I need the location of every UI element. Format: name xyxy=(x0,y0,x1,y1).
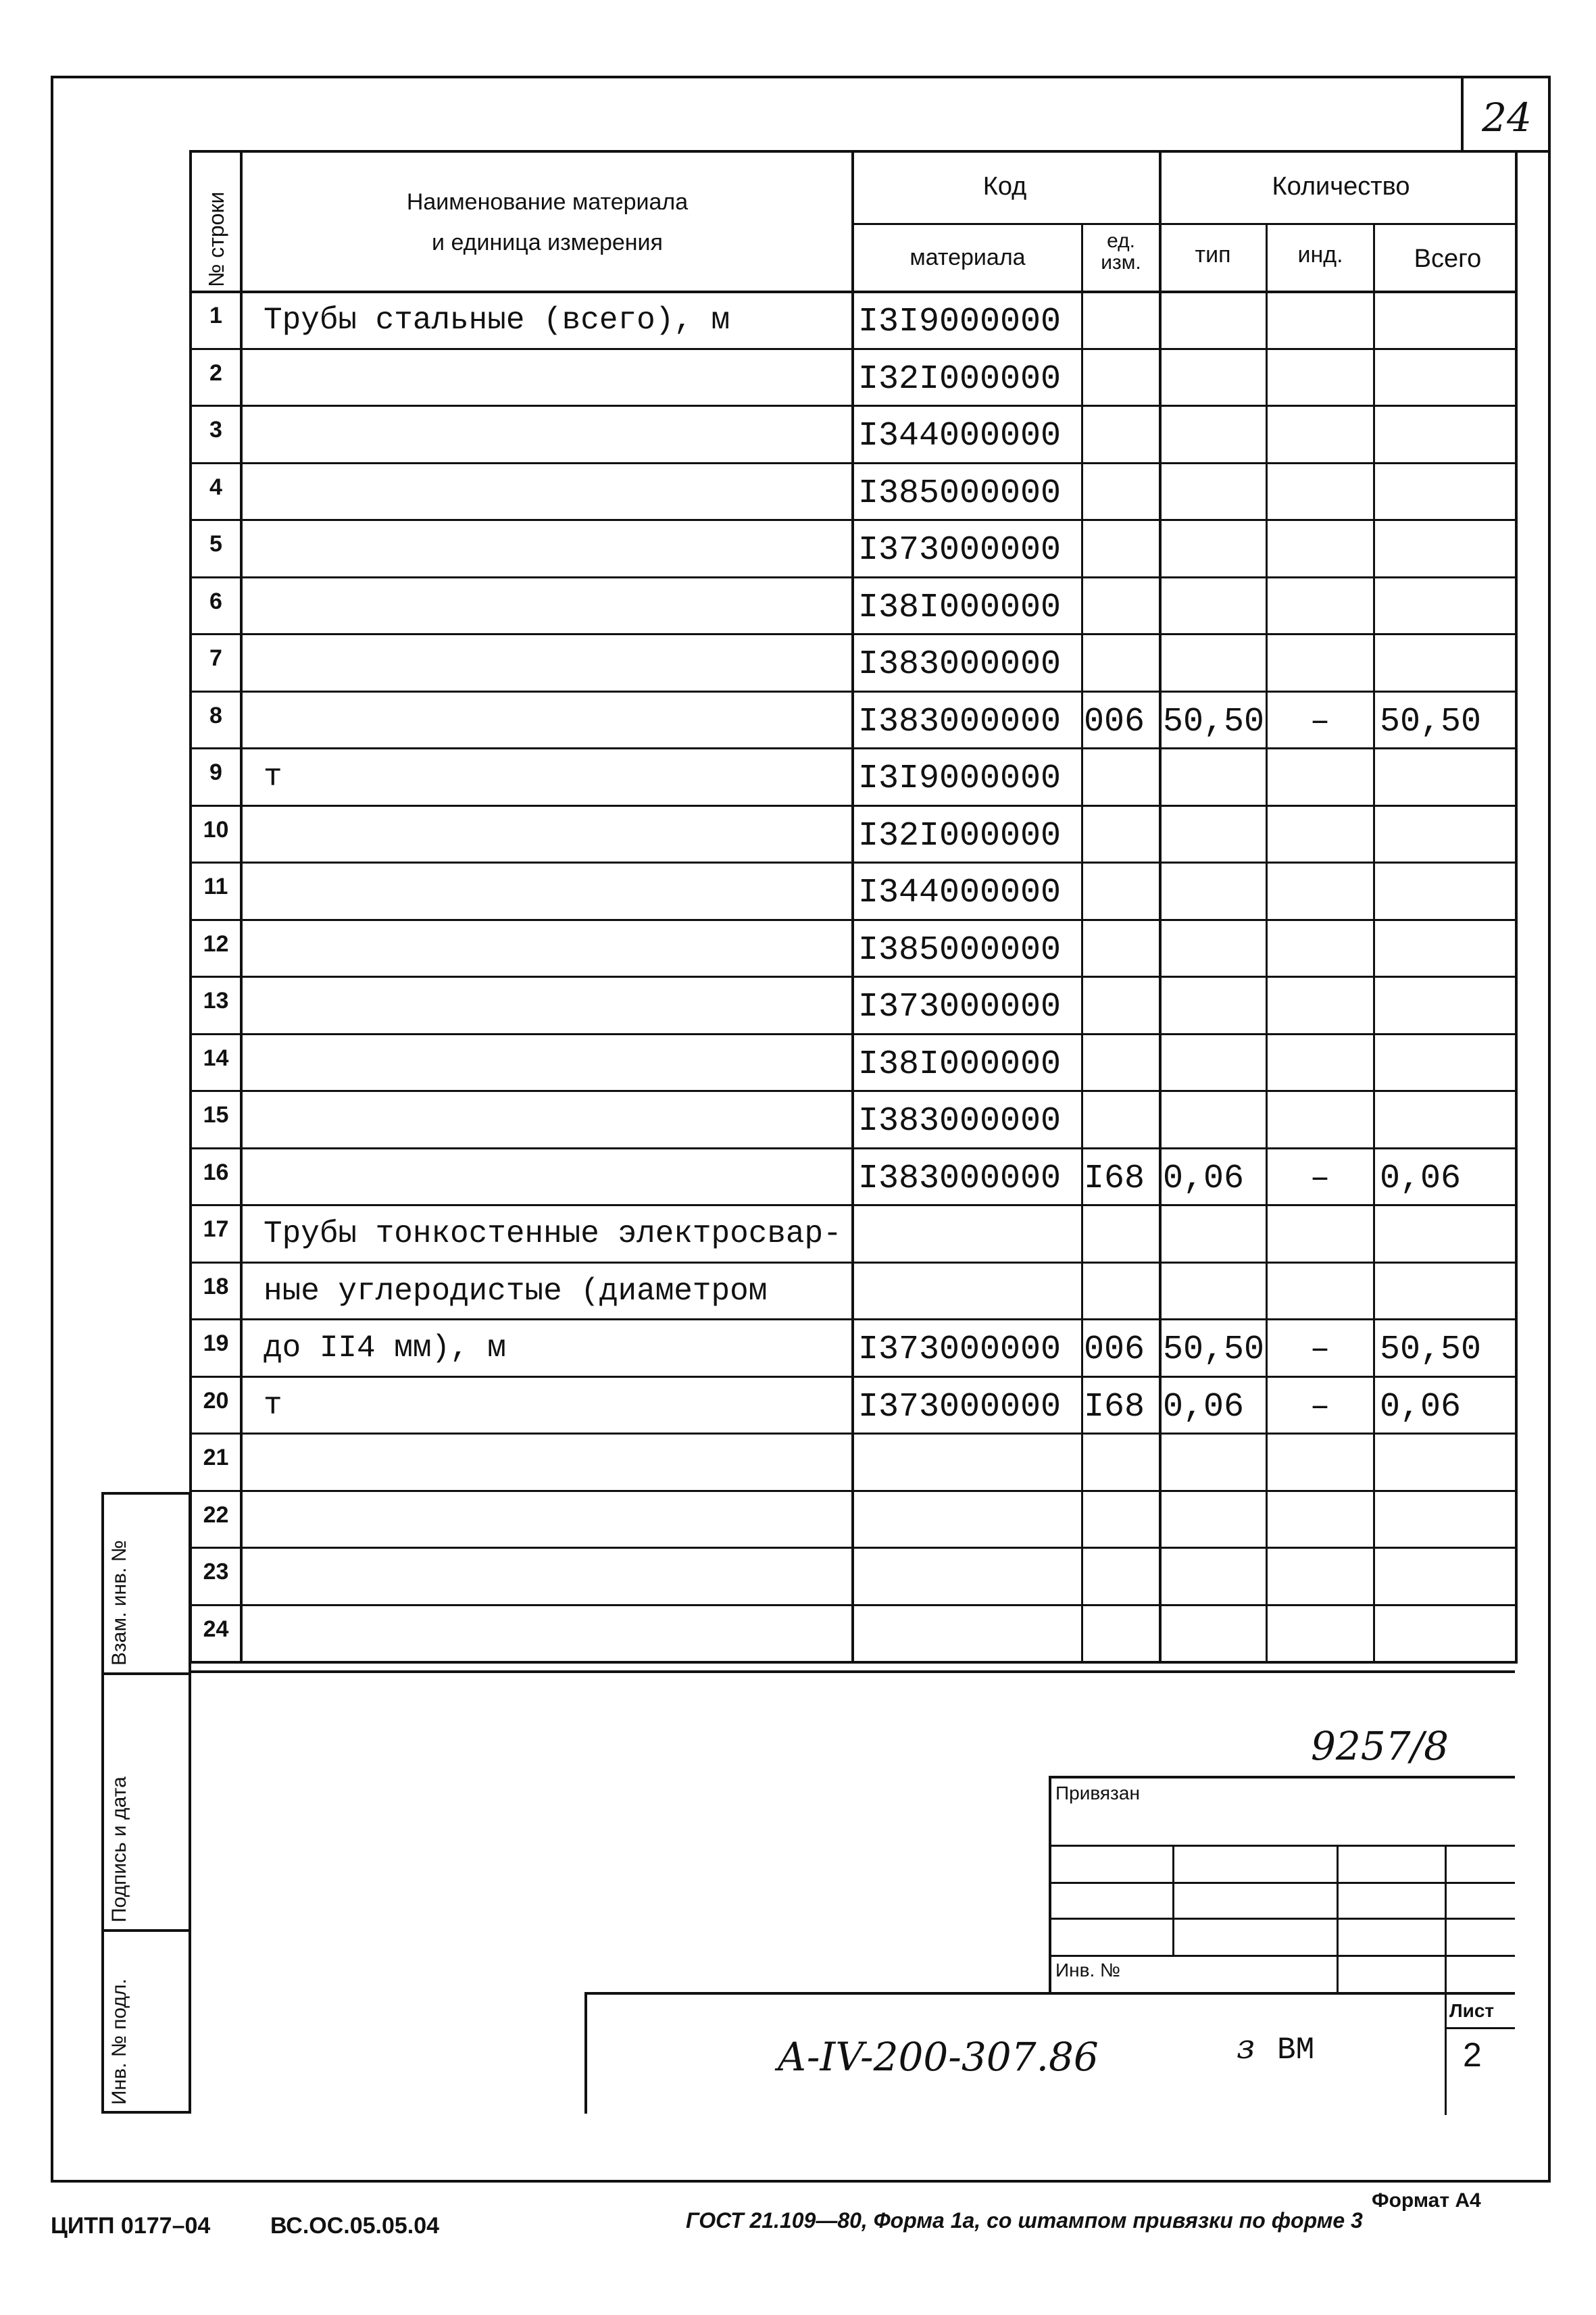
material-name: ные углеродистые (диаметром xyxy=(264,1274,768,1309)
doc-prefix: з xyxy=(1237,2027,1255,2066)
row-number: 13 xyxy=(203,988,229,1014)
table-hline-row xyxy=(189,1262,1518,1264)
table-hline-row xyxy=(189,805,1518,807)
table-hline-header-bottom xyxy=(189,291,1518,293)
table-vline-qty xyxy=(1159,150,1162,1664)
table-hline-row xyxy=(189,1433,1518,1435)
table-vline-total xyxy=(1373,223,1375,1664)
material-name: т xyxy=(264,1388,282,1423)
side-label-signature-date: Подпись и дата xyxy=(108,1776,130,1922)
table-hline-row xyxy=(189,862,1518,864)
table-hline-row xyxy=(189,1147,1518,1149)
material-name: Трубы стальные (всего), м xyxy=(264,303,730,338)
material-code: I385000000 xyxy=(858,931,1062,970)
material-code: I385000000 xyxy=(858,474,1062,513)
row-number: 18 xyxy=(203,1274,229,1299)
row-number: 10 xyxy=(203,817,229,843)
sheet-cell-divider xyxy=(1445,2027,1515,2029)
qty-ind: – xyxy=(1310,1160,1330,1198)
table-hline-row xyxy=(189,1376,1518,1378)
table-hline-row xyxy=(189,1547,1518,1549)
row-number: 11 xyxy=(203,874,228,899)
table-hline-row xyxy=(189,1033,1518,1035)
row-number: 4 xyxy=(209,474,222,500)
table-hline-top xyxy=(189,150,1518,153)
header-name-line1: Наименование материала xyxy=(406,189,689,215)
header-ind: инд. xyxy=(1297,242,1343,268)
table-hline-row xyxy=(189,348,1518,350)
material-code: I38I000000 xyxy=(858,1045,1062,1084)
material-code: I373000000 xyxy=(858,1330,1062,1369)
sheet-label: Лист xyxy=(1449,2000,1495,2021)
material-code: I344000000 xyxy=(858,417,1062,455)
sheet-number: 24 xyxy=(1482,95,1532,141)
unit-code: 006 xyxy=(1084,1330,1145,1369)
header-unit-line2: изм. xyxy=(1101,251,1141,274)
handwritten-number: 9257/8 xyxy=(1311,1723,1449,1769)
table-hline-row xyxy=(189,1090,1518,1092)
side-strip-bottom xyxy=(101,2111,191,2114)
table-vline-ind xyxy=(1266,223,1268,1664)
title-box-top xyxy=(584,1992,1515,1995)
material-name: до II4 мм), м xyxy=(264,1330,506,1366)
table-hline-row xyxy=(189,405,1518,407)
material-code: I383000000 xyxy=(858,1102,1062,1141)
row-number: 23 xyxy=(203,1559,229,1585)
header-material: материала xyxy=(909,245,1026,270)
bound-label: Привязан xyxy=(1055,1783,1140,1803)
qty-total: 50,50 xyxy=(1380,703,1482,741)
inv-label: Инв. № xyxy=(1055,1960,1121,1981)
row-number: 9 xyxy=(209,760,222,785)
table-hline-row xyxy=(189,1661,1518,1664)
bound-box-top xyxy=(1049,1776,1515,1778)
qty-type: 50,50 xyxy=(1163,1330,1265,1369)
side-strip-div3 xyxy=(101,1929,191,1932)
material-code: I383000000 xyxy=(858,1160,1062,1198)
row-number: 6 xyxy=(209,589,222,614)
header-total: Всего xyxy=(1414,245,1482,273)
header-code: Код xyxy=(982,172,1027,201)
header-type: тип xyxy=(1195,242,1231,268)
unit-code: I68 xyxy=(1084,1388,1145,1426)
row-number: 21 xyxy=(203,1445,229,1470)
unit-code: 006 xyxy=(1084,703,1145,741)
material-code: I3I9000000 xyxy=(858,303,1062,341)
qty-ind: – xyxy=(1310,1388,1330,1426)
table-vline-right xyxy=(1515,150,1518,1664)
doc-code: ВМ xyxy=(1277,2033,1315,2068)
row-number: 8 xyxy=(209,703,222,728)
table-hline-row xyxy=(189,633,1518,635)
row-number: 7 xyxy=(209,645,222,671)
sheet-value: 2 xyxy=(1463,2036,1482,2074)
footer-gost: ГОСТ 21.109—80, Форма 1а, со штампом привязки по форме 3 xyxy=(686,2208,1363,2233)
table-hline-subheader xyxy=(851,223,1518,225)
qty-total: 0,06 xyxy=(1380,1160,1462,1198)
material-code: I38I000000 xyxy=(858,589,1062,627)
material-code: I32I000000 xyxy=(858,360,1062,399)
qty-type: 0,06 xyxy=(1163,1388,1245,1426)
row-number: 3 xyxy=(209,417,222,443)
material-code: I373000000 xyxy=(858,1388,1062,1426)
bound-vdiv2 xyxy=(1337,1845,1339,1992)
table-vline-rownum xyxy=(240,150,243,1664)
material-code: I3I9000000 xyxy=(858,760,1062,798)
row-number: 22 xyxy=(203,1502,229,1528)
table-vline-unit xyxy=(1081,223,1083,1664)
header-unit-line1: ед. xyxy=(1107,230,1135,252)
table-hline-row xyxy=(189,576,1518,578)
table-hline-row xyxy=(189,1490,1518,1492)
header-row-number: № строки xyxy=(204,191,228,287)
qty-ind: – xyxy=(1310,703,1330,741)
header-quantity: Количество xyxy=(1272,172,1410,201)
side-label-inv-original: Инв. № подл. xyxy=(108,1978,130,2105)
title-box-left xyxy=(584,1992,587,2114)
designation: А-IV-200-307.86 xyxy=(777,2034,1099,2080)
row-number: 24 xyxy=(203,1616,229,1642)
row-number: 14 xyxy=(203,1045,229,1071)
bound-vdiv3 xyxy=(1445,1845,1447,2115)
row-number: 5 xyxy=(209,531,222,557)
qty-ind: – xyxy=(1310,1330,1330,1369)
table-vline-left xyxy=(189,150,192,1664)
material-code: I32I000000 xyxy=(858,817,1062,855)
material-code: I373000000 xyxy=(858,988,1062,1026)
row-number: 15 xyxy=(203,1102,229,1128)
footer-series: ВС.ОС.05.05.04 xyxy=(270,2213,440,2239)
qty-type: 0,06 xyxy=(1163,1160,1245,1198)
footer-format: Формат А4 xyxy=(1372,2189,1481,2212)
unit-code: I68 xyxy=(1084,1160,1145,1198)
row-number: 19 xyxy=(203,1330,229,1356)
row-number: 16 xyxy=(203,1160,229,1185)
table-hline-row xyxy=(189,747,1518,749)
qty-total: 50,50 xyxy=(1380,1330,1482,1369)
material-code: I383000000 xyxy=(858,703,1062,741)
table-hline-row xyxy=(189,919,1518,921)
table-hline-row xyxy=(189,1204,1518,1206)
side-label-replace-inv: Взам. инв. № xyxy=(108,1540,130,1666)
table-hline-row xyxy=(189,462,1518,464)
footer-left-code: ЦИТП 0177–04 xyxy=(51,2213,211,2239)
table-hline-row xyxy=(189,1318,1518,1320)
header-name-line2: и единица измерения xyxy=(432,230,663,255)
material-code: I344000000 xyxy=(858,874,1062,912)
row-number: 12 xyxy=(203,931,229,957)
material-code: I373000000 xyxy=(858,531,1062,570)
qty-total: 0,06 xyxy=(1380,1388,1462,1426)
table-hline-row xyxy=(189,691,1518,693)
table-hline-row xyxy=(189,976,1518,978)
material-name: т xyxy=(264,760,282,795)
table-vline-code xyxy=(851,150,854,1664)
table-hline-row xyxy=(189,519,1518,521)
row-number: 1 xyxy=(209,303,222,328)
qty-type: 50,50 xyxy=(1163,703,1265,741)
row-number: 20 xyxy=(203,1388,229,1414)
material-code: I383000000 xyxy=(858,645,1062,684)
stamp-top-line xyxy=(189,1670,1515,1673)
bound-vdiv1 xyxy=(1172,1845,1174,1955)
bound-box-left xyxy=(1049,1776,1051,1992)
row-number: 2 xyxy=(209,360,222,386)
material-name: Трубы тонкостенные электросвар- xyxy=(264,1216,842,1251)
row-number: 17 xyxy=(203,1216,229,1242)
table-hline-row xyxy=(189,1604,1518,1606)
